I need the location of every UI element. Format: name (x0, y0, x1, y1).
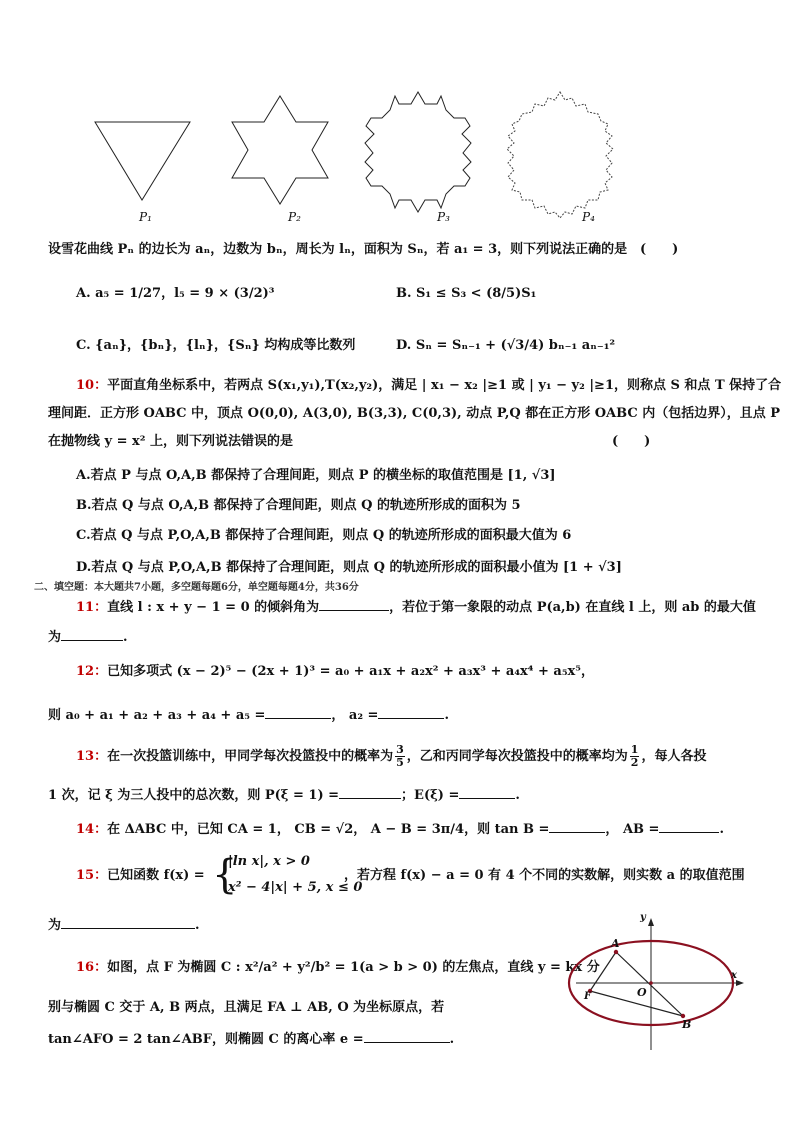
figure-label-p4: P₄ (582, 210, 595, 224)
q11-end: . (123, 630, 128, 645)
point-o (649, 981, 653, 985)
figure-label-p3: P₃ (437, 210, 450, 224)
q15-case1: |ln x|, x > 0 (228, 854, 310, 869)
q10-number: 10： (76, 378, 108, 393)
q13-text1b: ，乙和丙同学每次投篮投中的概率均为 (406, 749, 628, 764)
q13-text1a: 在一次投篮训练中，甲同学每次投篮投中的概率为 (107, 749, 394, 764)
q9-option-a: A. a₅ = 1/27，l₅ = 9 × (3/2)³ (76, 286, 275, 301)
q9-option-b: B. S₁ ≤ S₃ < (8/5)S₁ (396, 286, 537, 301)
q14-end: . (719, 822, 724, 837)
q13-text1c: ，每人各投 (641, 749, 707, 764)
ellipse-label-x: x (731, 970, 737, 981)
q11-number: 11： (76, 600, 108, 615)
q15-brace: { (212, 852, 238, 898)
ellipse-label-b: B (682, 1018, 692, 1031)
q13-frac2-num: 1 (630, 743, 639, 756)
q10-paren: ( ) (612, 434, 651, 449)
ellipse-label-f: F (584, 991, 592, 1002)
q10-stem2: 理间距．正方形 OABC 中，顶点 O(0,0), A(3,0), B(3,3), C(0,3), 动点 P,Q 都在正方形 OABC 内（包括边界），且点 P (48, 406, 781, 421)
q11-text3: 为 (48, 630, 62, 645)
q15-text2: ，若方程 f(x) − a = 0 有 4 个不同的实数解，则实数 a 的取值范围 (344, 868, 745, 883)
q13-frac2-den: 2 (630, 756, 639, 769)
figure-label-p2: P₂ (288, 210, 301, 224)
q13-frac1-num: 3 (396, 743, 404, 756)
q9-option-d: D. Sₙ = Sₙ₋₁ + (√3/4) bₙ₋₁ aₙ₋₁² (396, 338, 616, 353)
q14-number: 14： (76, 822, 108, 837)
q13-end: . (515, 788, 520, 803)
ellipse-label-y: y (640, 912, 646, 923)
ellipse-x-arrow (736, 980, 744, 986)
q13-text2a: 1 次，记 ξ 为三人投中的总次数，则 P(ξ = 1) = (48, 788, 340, 803)
q15-text1: 已知函数 f(x) = (107, 868, 205, 883)
q15-number: 15： (76, 868, 108, 883)
q9-paren: ( ) (640, 242, 679, 257)
q10-stem3: 在抛物线 y = x² 上，则下列说法错误的是 (48, 434, 293, 449)
line-fa (590, 952, 616, 991)
q11-text1: 直线 l : x + y − 1 = 0 的倾斜角为 (107, 600, 320, 615)
q10-option-d: D.若点 Q 与点 P,O,A,B 都保持了合理间距，则点 Q 的轨迹所形成的面积最小值为 [1 + √3] (76, 560, 622, 575)
q12-end: . (444, 708, 449, 723)
q16-text2: 别与椭圆 C 交于 A, B 两点，且满足 FA ⊥ AB, O 为坐标原点，若 (48, 1000, 445, 1015)
q12-number: 12： (76, 664, 108, 679)
q10-option-c: C.若点 Q 与点 P,O,A,B 都保持了合理间距，则点 Q 的轨迹所形成的面积最大值为 6 (76, 528, 572, 543)
point-a (614, 950, 618, 954)
q10-stem1: 平面直角坐标系中，若两点 S(x₁,y₁),T(x₂,y₂)，满足 | x₁ − x₂ |≥1 或 | y₁ − y₂ |≥1，则称点 S 和点 T 保持了合 (107, 378, 782, 393)
q11-text2: ，若位于第一象限的动点 P(a,b) 在直线 l 上，则 ab 的最大值 (389, 600, 756, 615)
q16-text3: tan∠AFO = 2 tan∠ABF，则椭圆 C 的离心率 e = (48, 1032, 364, 1047)
figure-label-p1: P₁ (139, 210, 152, 224)
ellipse-label-o: O (637, 986, 647, 999)
q14-text2: ， AB = (605, 822, 660, 837)
q15-case2: x² − 4|x| + 5, x ≤ 0 (228, 880, 363, 895)
q12-text2a: 则 a₀ + a₁ + a₂ + a₃ + a₄ + a₅ = (48, 708, 266, 723)
section2-heading: 二、填空题：本大题共7小题，多空题每题6分，单空题每题4分，共36分 (34, 582, 359, 593)
q10-option-a: A.若点 P 与点 O,A,B 都保持了合理间距，则点 P 的横坐标的取值范围是 [1, √3] (76, 468, 556, 483)
q13-frac1-den: 5 (396, 756, 404, 769)
q9-option-c: C. {aₙ}，{bₙ}，{lₙ}，{Sₙ} 均构成等比数列 (76, 338, 356, 353)
ellipse-y-arrow (648, 918, 654, 926)
q10-option-b: B.若点 Q 与点 O,A,B 都保持了合理间距，则点 Q 的轨迹所形成的面积为 5 (76, 498, 521, 513)
q12-text2b: ， a₂ = (331, 708, 379, 723)
q15-text3: 为 (48, 918, 62, 933)
q15-end: . (195, 918, 200, 933)
q9-stem: 设雪花曲线 Pₙ 的边长为 aₙ，边数为 bₙ，周长为 lₙ，面积为 Sₙ，若 a₁ = 3，则下列说法正确的是 (48, 242, 628, 257)
q16-text1: 如图，点 F 为椭圆 C : x²/a² + y²/b² = 1(a > b > 0) 的左焦点，直线 y = kx 分 (107, 960, 600, 975)
q16-number: 16： (76, 960, 108, 975)
q13-text2b: ；E(ξ) = (401, 788, 460, 803)
q16-end: . (449, 1032, 455, 1047)
ellipse-label-a: A (611, 937, 620, 950)
q12-text1: 已知多项式 (x − 2)⁵ − (2x + 1)³ = a₀ + a₁x + a₂x² + a₃x³ + a₄x⁴ + a₅x⁵， (107, 664, 594, 679)
q14-text1: 在 ΔABC 中，已知 CA = 1， CB = √2， A − B = 3π/4，则 tan B = (107, 822, 550, 837)
q13-number: 13： (76, 749, 108, 764)
